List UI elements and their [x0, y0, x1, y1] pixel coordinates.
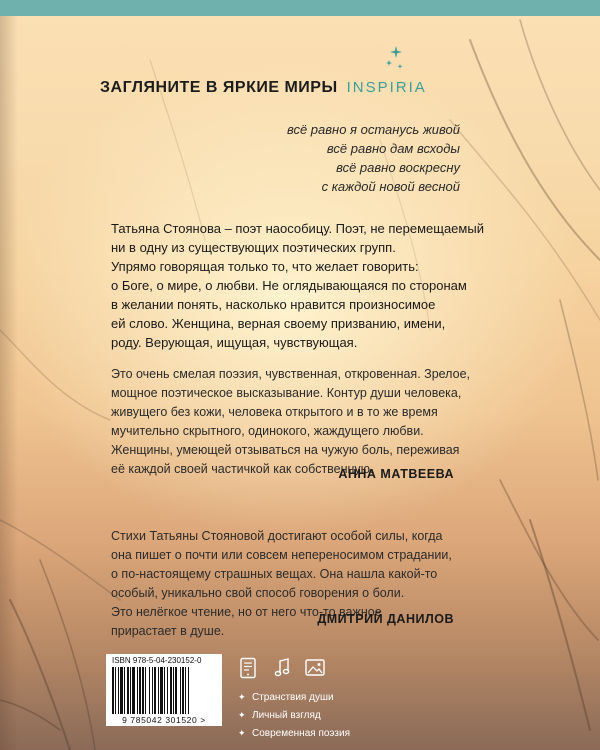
category-item: [238, 706, 350, 724]
poem-line: всё равно я останусь живой: [286, 122, 460, 137]
barcode-bar: [139, 667, 141, 714]
barcode-bar: [158, 667, 159, 714]
barcode-bar: [112, 667, 114, 714]
category-list: [238, 688, 350, 742]
barcode-bar: [124, 667, 125, 714]
barcode-bar: [132, 667, 135, 714]
series-title: ЗАГЛЯНИТЕ В ЯРКИЕ МИРЫ: [100, 79, 338, 96]
barcode-bar: [118, 667, 119, 714]
review-line: Женщины, умеющей отзываться на чужую боль, переживая: [111, 443, 460, 457]
barcode-bar: [149, 667, 150, 714]
audiobook-icon: [272, 657, 292, 679]
isbn-text: ISBN 978-5-04-230152-0: [112, 656, 202, 665]
barcode-bar: [145, 667, 146, 714]
bio-line: ей слово. Женщина, верная своему призванию, имени,: [111, 316, 446, 331]
review-line: особый, уникально свой способ говорения о боли.: [111, 586, 405, 600]
barcode-bar: [164, 667, 165, 714]
series-header: [100, 79, 427, 97]
barcode-bar: [185, 667, 186, 714]
category-label: Личный взгляд: [252, 710, 321, 721]
category-label: Странствия души: [252, 692, 334, 703]
author-description: [111, 219, 484, 352]
review-quote-1: [111, 365, 481, 479]
review-line: её каждой своей частичкой как собственную.: [111, 462, 374, 476]
poem-line: всё равно дам всходы: [326, 141, 460, 156]
review-author-1: АННА МАТВЕЕВА: [338, 467, 454, 481]
review-author-2: ДМИТРИЙ ДАНИЛОВ: [317, 612, 454, 626]
barcode-bar: [115, 667, 116, 714]
barcode-bar: [152, 667, 153, 714]
poem-line: с каждой новой весной: [321, 179, 460, 194]
barcode-bars: [112, 667, 216, 714]
category-label: Современная поэзия: [252, 728, 351, 739]
bio-line: ни в одну из существующих поэтических групп.: [111, 240, 396, 255]
barcode-bar: [154, 667, 156, 714]
bio-line: Упрямо говорящая только то, что желает говорить:: [111, 259, 419, 274]
barcode-bar: [142, 667, 144, 714]
review-line: Это очень смелая поэзия, чувственная, откровенная. Зрелое,: [111, 367, 470, 381]
barcode-bar: [130, 667, 131, 714]
review-line: Это нелёгкое чтение, но от него что-то важное: [111, 605, 382, 619]
category-item: [238, 724, 350, 742]
poem-line: всё равно воскресну: [336, 160, 460, 175]
review-line: она пишет о почти или совсем непереносимом страдании,: [111, 548, 452, 562]
barcode-bar: [188, 667, 189, 714]
barcode-bar: [160, 667, 163, 714]
barcode-bar: [180, 667, 181, 714]
image-icon: [304, 657, 326, 679]
category-item: [238, 688, 350, 706]
review-line: живущего без кожи, человека открытого и в то же время: [111, 405, 438, 419]
barcode-bar: [127, 667, 129, 714]
ebook-icon: [238, 657, 258, 679]
bio-line: в желании понять, насколько нравится произносимое: [111, 297, 436, 312]
isbn-barcode: [106, 654, 222, 726]
sparkle-icon: [384, 44, 408, 78]
review-line: о по-настоящему страшных вещах. Она нашла какой-то: [111, 567, 438, 581]
barcode-bar: [120, 667, 123, 714]
review-line: мощное поэтическое высказывание. Контур души человека,: [111, 386, 462, 400]
barcode-bar: [182, 667, 184, 714]
review-line: прирастает в душе.: [111, 624, 225, 638]
review-line: Стихи Татьяны Стояновой достигают особой силы, когда: [111, 529, 443, 543]
spine-shadow: [0, 16, 18, 750]
bio-line: о Боге, о мире, о любви. Не оглядывающаяся по сторонам: [111, 278, 467, 293]
barcode-number: 9 785042 301520 >: [122, 715, 206, 725]
barcode-bar: [170, 667, 172, 714]
bio-line: Татьяна Стоянова – поэт наособицу. Поэт, не перемещаемый: [111, 221, 484, 236]
bio-line: роду. Верующая, ищущая, чувствующая.: [111, 335, 358, 350]
review-line: мучительно скрытного, одинокого, жаждущего любви.: [111, 424, 424, 438]
star-bullet-icon: ✦: [238, 728, 246, 738]
barcode-bar: [137, 667, 138, 714]
star-bullet-icon: ✦: [238, 710, 246, 720]
star-bullet-icon: ✦: [238, 692, 246, 702]
epigraph-poem: [240, 120, 460, 196]
barcode-bar: [167, 667, 168, 714]
barcode-bar: [175, 667, 177, 714]
publisher-brand: INSPIRIA: [346, 79, 427, 96]
barcode-bar: [173, 667, 174, 714]
